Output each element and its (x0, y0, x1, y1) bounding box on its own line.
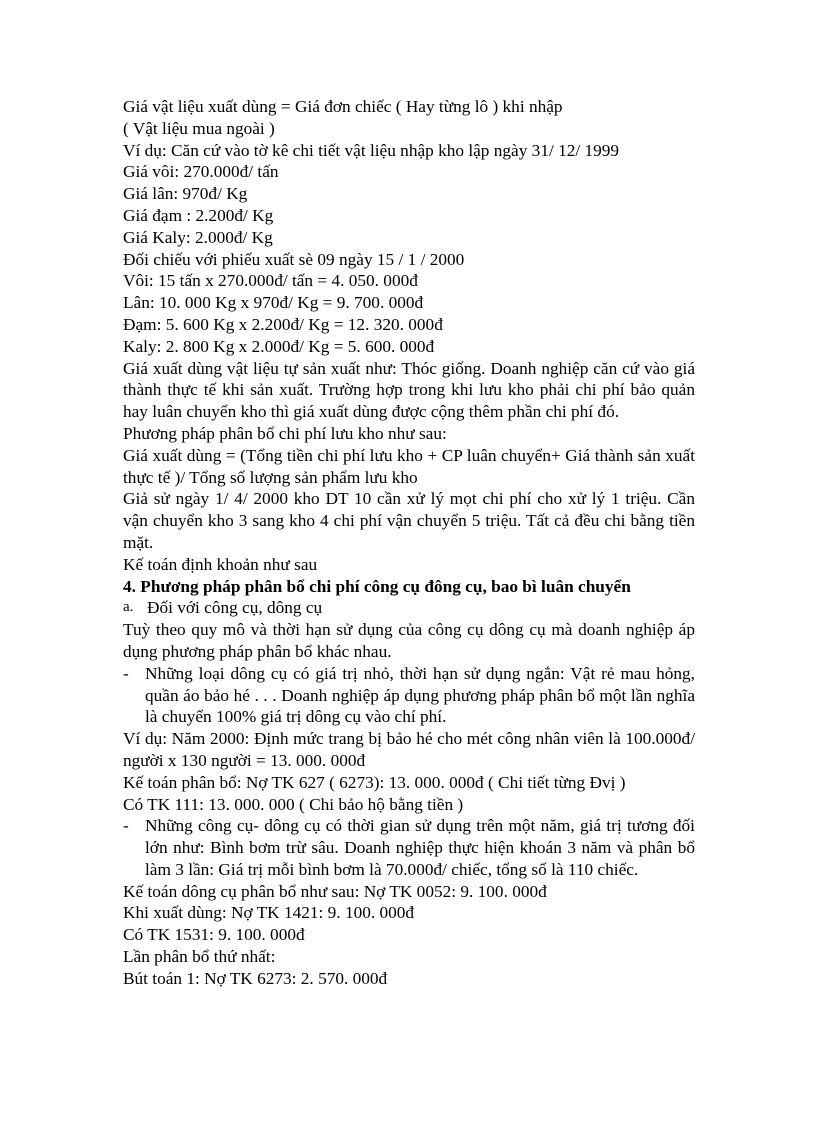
text-line: Giá đạm : 2.200đ/ Kg (123, 205, 274, 225)
text-line: Kế toán định khoản như sau (123, 554, 318, 574)
text-line: Có TK 111: 13. 000. 000 ( Chi bảo hộ bằng tiền ) (123, 794, 464, 814)
text-line: Đối chiếu với phiếu xuất sè 09 ngày 15 / 1 / 2000 (123, 249, 465, 269)
section-heading: 4. Phương pháp phân bổ chi phí công cụ đông cụ, bao bì luân chuyển (123, 576, 631, 596)
text-line: Giá Kaly: 2.000đ/ Kg (123, 227, 273, 247)
text-line: Kế toán dông cụ phân bổ như sau: Nợ TK 0052: 9. 100. 000đ (123, 881, 547, 901)
subsection-title: Đối với công cụ, dông cụ (147, 598, 323, 618)
text-line: Phương pháp phân bổ chi phí lưu kho như sau: (123, 423, 447, 443)
text-line: Giá vôi: 270.000đ/ tấn (123, 162, 279, 182)
subsection-a (123, 597, 695, 619)
paragraph-assumption: Giả sử ngày 1/ 4/ 2000 kho DT 10 cần xử lý mọt chi phí cho xử lý 1 triệu. Cần vận chuyển kho 3 sang kho 4 chi phí vận chuyển 5 triệu. Tất cả đều chi bằng tiền mặt. (123, 489, 695, 552)
paragraph-formula: Giá xuất dùng = (Tổng tiền chi phí lưu kho + CP luân chuyển+ Giá thành sản xuất thực tế )/ Tổng số lượng sản phẩm lưu kho (123, 445, 695, 487)
text-line: Kaly: 2. 800 Kg x 2.000đ/ Kg = 5. 600. 000đ (123, 336, 435, 356)
text-line: Lân: 10. 000 Kg x 970đ/ Kg = 9. 700. 000đ (123, 293, 424, 313)
text-line: Có TK 1531: 9. 100. 000đ (123, 925, 305, 945)
bullet-dash: - (123, 663, 129, 683)
bullet-text: Những loại dông cụ có giá trị nhỏ, thời hạn sử dụng ngắn: Vật rẻ mau hỏng, quần áo bảo hé . . . Doanh nghiệp áp dụng phương pháp phân bổ một lần nghĩa là chuyển 100% giá trị dông cụ vào chí phí. (145, 663, 695, 727)
text-line: Ví dụ: Căn cứ vào tờ kê chi tiết vật liệu nhập kho lập ngày 31/ 12/ 1999 (123, 140, 620, 160)
text-line: ( Vật liệu mua ngoài ) (123, 118, 275, 138)
text-line: Giá lân: 970đ/ Kg (123, 184, 248, 204)
text-line: Lần phân bổ thứ nhất: (123, 947, 276, 967)
bullet-dash: - (123, 816, 129, 836)
paragraph-tools: Tuỳ theo quy mô và thời hạn sử dụng của công cụ dông cụ mà doanh nghiệp áp dụng phương pháp phân bổ khác nhau. (123, 620, 695, 661)
bullet-item (123, 663, 695, 728)
bullet-item (123, 815, 695, 880)
text-line: Bút toán 1: Nợ TK 6273: 2. 570. 000đ (123, 968, 388, 988)
paragraph-example: Ví dụ: Năm 2000: Định mức trang bị bảo hé cho mét công nhân viên là 100.000đ/ người x 130 người = 13. 000. 000đ (123, 729, 695, 770)
document-page (123, 96, 695, 990)
text-line: Đạm: 5. 600 Kg x 2.200đ/ Kg = 12. 320. 000đ (123, 314, 443, 334)
text-line: Kế toán phân bổ: Nợ TK 627 ( 6273): 13. 000. 000đ ( Chi tiết từng Đvị ) (123, 772, 626, 792)
text-line: Giá vật liệu xuất dùng = Giá đơn chiếc ( Hay từng lô ) khi nhập (123, 97, 563, 116)
text-line: Khi xuất dùng: Nợ TK 1421: 9. 100. 000đ (123, 903, 415, 923)
bullet-text: Những công cụ- dông cụ có thời gian sử dụng trên một năm, giá trị tương đối lớn như: Bình bơm trừ sâu. Doanh nghiệp thực hiện khoán 3 năm và phân bổ làm 3 lần: Giá trị mỗi bình bơm là 70.000đ/ chiếc, tổng số là 110 chiếc. (145, 816, 695, 879)
subsection-number: a. (123, 599, 134, 616)
paragraph-self-produced: Giá xuất dùng vật liệu tự sản xuất như: Thóc giống. Doanh nghiệp căn cứ vào giá thành thực tế khi sản xuất. Trường hợp trong khi lưu kho phải chi phí bảo quản hay luân chuyển kho thì giá xuất dùng được cộng thêm phần chi phí đó. (123, 358, 695, 422)
text-line: Vôi: 15 tấn x 270.000đ/ tấn = 4. 050. 000đ (123, 271, 418, 291)
